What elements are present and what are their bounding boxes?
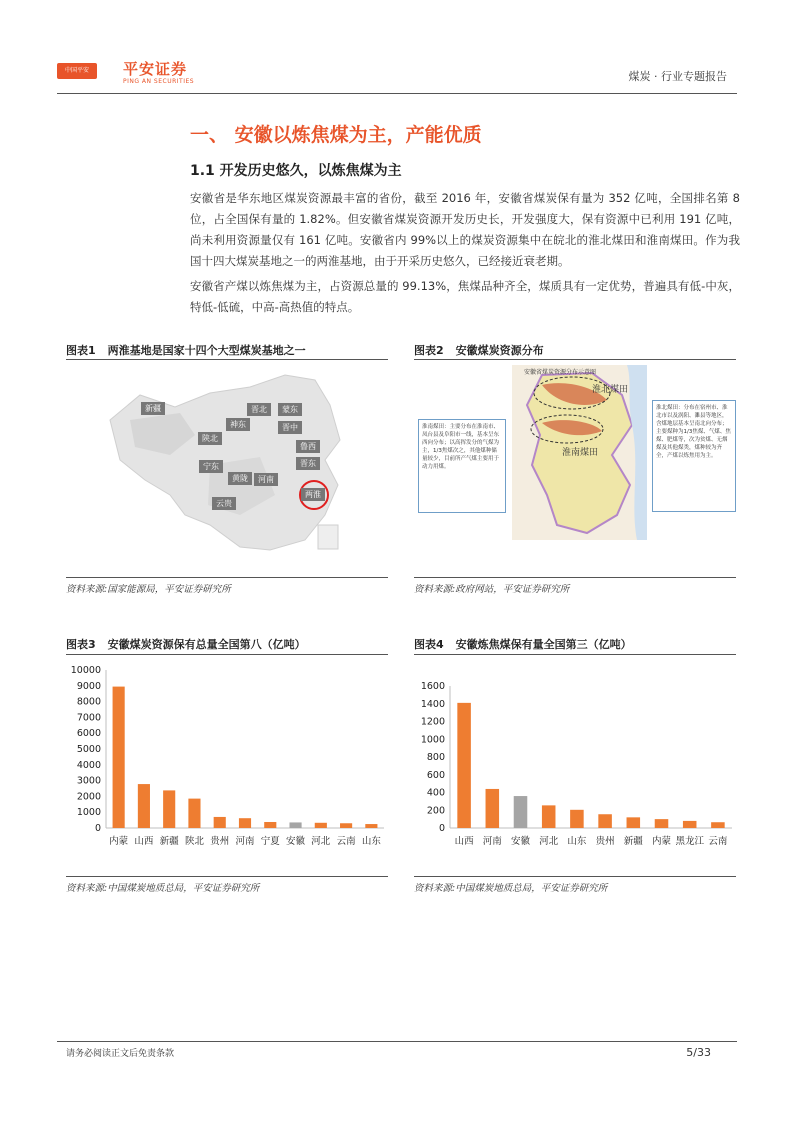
- footer-divider: [57, 1041, 737, 1042]
- y-tick-label: 1000: [76, 807, 101, 819]
- x-tick-label: 山东: [361, 836, 381, 847]
- x-tick-label: 陕北: [184, 836, 204, 847]
- figure-2-title: [414, 342, 544, 358]
- figure-2-number: 图表2: [414, 344, 444, 357]
- y-tick-label: 400: [426, 787, 445, 799]
- y-tick-label: 0: [94, 823, 101, 834]
- huaibei-note-box: 淮北煤田：分布在宿州市、淮北市以及涡阳、濉县等地区，含煤地层基本呈南北向分布；主要煤种为1/3焦煤、气煤、焦煤、肥煤等，次为贫煤、无烟煤及其他煤类，煤种较为齐全，产煤以炼焦用为主。: [652, 400, 736, 512]
- map-title: 安徽省煤炭资源分布示意图: [524, 369, 597, 376]
- map-label-henan: 河南: [254, 473, 278, 486]
- map-label-jinzhong: 晋中: [278, 421, 302, 434]
- y-tick-label: 4000: [76, 759, 101, 771]
- x-tick-label: 河北: [539, 836, 559, 847]
- x-tick-label: 新疆: [623, 836, 643, 847]
- figure-2-source: 资料来源:政府网站，平安证券研究所: [414, 584, 570, 595]
- map-label-mengdong: 蒙东: [278, 403, 302, 416]
- label-huaibei-field: 淮北煤田: [592, 385, 629, 395]
- y-tick-label: 800: [426, 752, 445, 763]
- bar-3: [163, 790, 175, 828]
- figure-2-top-rule: [414, 359, 736, 360]
- x-tick-label: 内蒙: [651, 836, 672, 847]
- bar-9: [315, 823, 327, 828]
- map-label-shendong: 神东: [226, 418, 250, 431]
- y-tick-label: 10000: [70, 665, 101, 676]
- y-tick-label: 1000: [420, 734, 445, 746]
- y-tick-label: 200: [426, 805, 445, 817]
- bar-3: [514, 796, 528, 828]
- map-label-ningdong: 宁东: [199, 460, 223, 473]
- x-tick-label: 安徽: [286, 836, 306, 847]
- report-type: 煤炭 · 行业专题报告: [628, 70, 727, 83]
- chart-coal-reserves: [66, 660, 388, 860]
- y-tick-label: 1200: [420, 716, 445, 728]
- china-coal-base-map: [100, 365, 360, 565]
- bar-11: [365, 824, 377, 828]
- y-tick-label: 0: [438, 823, 445, 834]
- figure-3-source: 资料来源:中国煤炭地质总局，平安证券研究所: [66, 883, 260, 894]
- huainan-note-box: 淮南煤田：主要分布在淮南市、凤台县及阜阳市一线，基本呈东西向分布；以高挥发分的气煤为主，1/3焦煤次之，其他煤种储量较少，目前所产气煤主要用于动力用煤。: [418, 419, 506, 513]
- section-subtitle: 1.1 开发历史悠久，以炼焦煤为主: [190, 163, 402, 179]
- y-tick-label: 6000: [76, 728, 101, 740]
- bar-4: [188, 799, 200, 828]
- bar-5: [214, 817, 226, 828]
- map-label-jinbei: 晋北: [247, 403, 271, 416]
- figure-3-bottom-rule: [66, 876, 388, 877]
- figure-1-top-rule: [66, 359, 388, 360]
- figure-1-title: [66, 342, 306, 358]
- x-tick-label: 山东: [567, 836, 587, 847]
- bar-7: [627, 817, 641, 828]
- paragraph-1: 安徽省是华东地区煤炭资源最丰富的省份，截至 2016 年，安徽省煤炭保有量为 352 亿吨，全国排名第 8 位，占全国保有量的 1.82%。但安徽省煤炭资源开发历史长，开发强度大，保有资源中已利用 191 亿吨，尚未利用资源量仅有 161 亿吨。安徽省内 99%以上的煤炭资源集中在皖北的淮北煤田和淮南煤田。作为我国十四大煤炭基地之一的两淮基地，由于开采历史悠久，已经接近衰老期。: [190, 191, 740, 268]
- figure-4-caption: 安徽炼焦煤保有量全国第三（亿吨）: [455, 638, 632, 651]
- bar-2: [486, 789, 500, 828]
- y-tick-label: 1600: [420, 681, 445, 692]
- x-tick-label: 河北: [311, 836, 331, 847]
- figure-3-title: [66, 636, 306, 652]
- bar-1: [113, 687, 125, 828]
- figure-1-source: 资料来源:国家能源局，平安证券研究所: [66, 584, 231, 595]
- figure-4-title: [414, 636, 632, 652]
- bar-9: [683, 821, 697, 828]
- figure-4-top-rule: [414, 654, 736, 655]
- figure-3-top-rule: [66, 654, 388, 655]
- map-label-huanglong: 黄陇: [228, 472, 252, 485]
- chart-coking-coal-reserves: [414, 660, 736, 860]
- y-tick-label: 600: [426, 769, 445, 781]
- header-divider: [57, 93, 737, 94]
- x-tick-label: 贵州: [210, 836, 230, 847]
- x-tick-label: 宁夏: [260, 836, 280, 847]
- figure-3-caption: 安徽煤炭资源保有总量全国第八（亿吨）: [107, 638, 306, 651]
- x-tick-label: 河南: [235, 836, 255, 847]
- map-label-shanbei: 陕北: [198, 432, 222, 445]
- bar-8: [655, 819, 669, 828]
- y-tick-label: 9000: [76, 680, 101, 692]
- x-tick-label: 黑龙江: [675, 836, 704, 847]
- map-label-yungui: 云贵: [212, 497, 236, 510]
- bar-2: [138, 784, 150, 828]
- figure-2-bottom-rule: [414, 577, 736, 578]
- page-number: 5/33: [686, 1046, 711, 1059]
- map-label-luxi: 鲁西: [296, 440, 320, 453]
- x-tick-label: 山西: [454, 836, 474, 847]
- y-tick-label: 8000: [76, 696, 101, 708]
- y-tick-label: 5000: [76, 744, 101, 755]
- figure-2-caption: 安徽煤炭资源分布: [455, 344, 544, 357]
- label-huainan-field: 淮南煤田: [562, 448, 599, 458]
- logo-subtitle: PING AN SECURITIES: [123, 78, 195, 85]
- bar-10: [340, 823, 352, 828]
- bar-1: [457, 703, 471, 828]
- x-tick-label: 内蒙: [109, 836, 129, 847]
- figure-1-bottom-rule: [66, 577, 388, 578]
- bar-6: [598, 814, 612, 828]
- map-label-jindong: 晋东: [296, 457, 320, 470]
- figure-1-number: 图表1: [66, 344, 96, 357]
- section-title: 一、 安徽以炼焦煤为主，产能优质: [190, 124, 482, 146]
- map-label-lianghuai: 两淮: [301, 488, 325, 501]
- y-tick-label: 7000: [76, 712, 101, 724]
- x-tick-label: 安徽: [510, 836, 531, 847]
- footer-disclaimer: 请务必阅读正文后免责条款: [66, 1049, 175, 1059]
- bar-7: [264, 822, 276, 828]
- bar-5: [570, 810, 584, 828]
- logo-badge: 中国平安: [57, 63, 97, 79]
- logo-text: 平安证券: [123, 60, 188, 78]
- bar-8: [289, 822, 301, 828]
- figure-1-caption: 两淮基地是国家十四个大型煤炭基地之一: [107, 344, 306, 357]
- figure-3-number: 图表3: [66, 638, 96, 651]
- y-tick-label: 3000: [76, 775, 101, 787]
- figure-4-source: 资料来源:中国煤炭地质总局，平安证券研究所: [414, 883, 608, 894]
- bar-6: [239, 818, 251, 828]
- y-tick-label: 2000: [76, 791, 101, 803]
- bar-4: [542, 805, 556, 828]
- x-tick-label: 山西: [134, 836, 154, 847]
- y-tick-label: 1400: [420, 698, 445, 710]
- map-label-xinjiang: 新疆: [141, 402, 165, 415]
- x-tick-label: 河南: [482, 836, 502, 847]
- paragraph-2: 安徽省产煤以炼焦煤为主，占资源总量的 99.13%，焦煤品种齐全，煤质具有一定优势，普遍具有低-中灰，特低-低硫，中高-高热值的特点。: [190, 279, 740, 314]
- x-tick-label: 新疆: [159, 836, 179, 847]
- x-tick-label: 云南: [708, 836, 728, 847]
- bar-10: [711, 822, 725, 828]
- figure-4-bottom-rule: [414, 876, 736, 877]
- figure-4-number: 图表4: [414, 638, 444, 651]
- x-tick-label: 云南: [336, 836, 356, 847]
- x-tick-label: 贵州: [595, 836, 615, 847]
